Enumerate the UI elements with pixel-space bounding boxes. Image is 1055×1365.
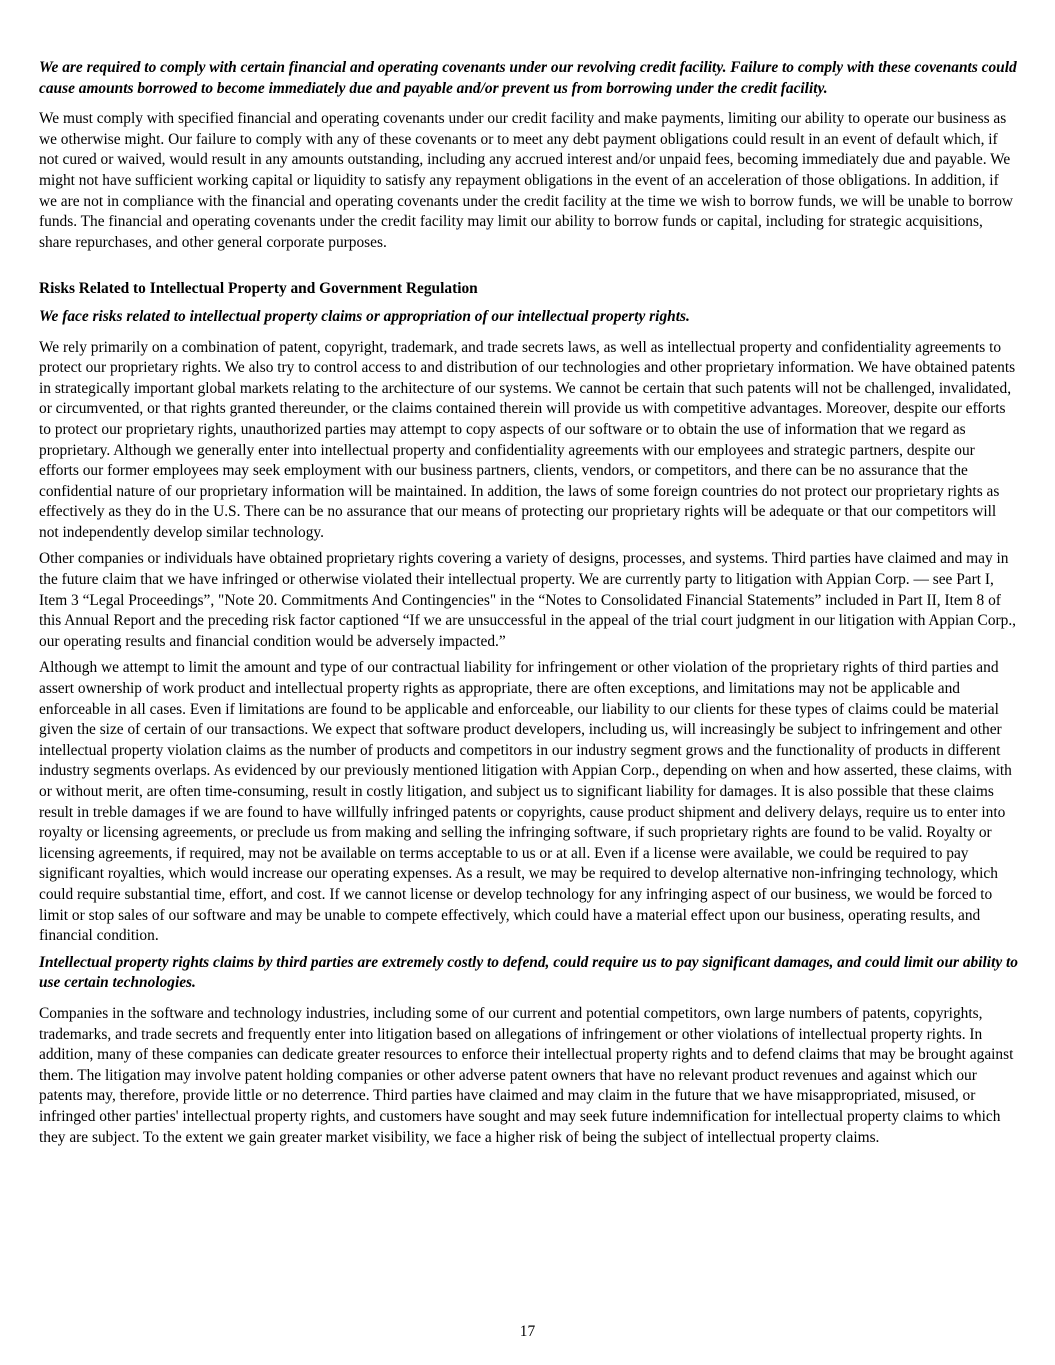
ip-claims-risk-heading: Intellectual property rights claims by third parties are extremely costly to defend, could require us to pay significant damages, and could limit our ability to use certain technologies.: [39, 953, 1019, 992]
ip-risk-paragraph-3: Although we attempt to limit the amount and type of our contractual liability for infringement or other violation of the proprietary rights of third parties and assert ownership of work product and intellectual property rights as appropriate, there are often exceptions, and limitations may not be applicable and enforceable in all cases. Even if limitations are found to be applicable and enforceable, our liability to our clients for these types of claims could be material given the size of certain of our transactions. We expect that software product developers, including us, will increasingly be subject to infringement and other intellectual property violation claims as the number of products and competitors in our industry segment grows and the functionality of products in different industry segments overlaps. As evidenced by our previously mentioned litigation with Appian Corp., depending on when and how asserted, these claims, with or without merit, are often time-consuming, result in costly litigation, and subject us to significant liability for damages. It is also possible that these claims result in treble damages if we are found to have willfully infringed patents or copyrights, cause product shipment and delivery delays, require us to enter into royalty or licensing agreements, or preclude us from making and selling the infringing software, if such proprietary rights are found to be valid. Royalty or licensing agreements, if required, may not be available on terms acceptable to us or at all. Even if a license were available, we could be required to pay significant royalties, which would increase our operating expenses. As a result, we may be required to develop alternative non-infringing technology, which could require substantial time, effort, and cost. If we cannot license or develop technology for any infringing aspect of our business, we would be forced to limit or stop sales of our software and may be unable to compete effectively, which could have a material effect upon our business, operating results, and financial condition.: [39, 659, 1012, 945]
section-title: Risks Related to Intellectual Property and Government Regulation: [39, 280, 478, 298]
ip-risk-paragraph-2: Other companies or individuals have obtained proprietary rights covering a variety of designs, processes, and systems. Third parties have claimed and may in the future claim that we have infringed or otherwise violated their intellectual property. We are currently party to litigation with Appian Corp. — see Part I, Item 3 “Legal Proceedings”, "Note 20. Commitments And Contingencies" in the “Notes to Consolidated Financial Statements” included in Part II, Item 8 of this Annual Report and the preceding risk factor captioned “If we are unsuccessful in the appeal of the trial court judgment in our litigation with Appian Corp., our operating results and financial condition would be adversely impacted.”: [39, 550, 1017, 650]
ip-risk-paragraph-1: We rely primarily on a combination of patent, copyright, trademark, and trade secrets laws, as well as intellectual property and confidentiality agreements to protect our proprietary rights. We also try to control access to and distribution of our technologies and other proprietary information. We have obtained patents in strategically important global markets relating to the architecture of our systems. We cannot be certain that such patents will not be challenged, invalidated, or circumvented, or that rights granted thereunder, or the claims contained therein will provide us with competitive advantages. Moreover, despite our efforts to protect our proprietary rights, unauthorized parties may attempt to copy aspects of our software or to obtain the use of information that we regard as proprietary. Although we generally enter into intellectual property and confidentiality agreements with our employees and strategic partners, despite our efforts our former employees may seek employment with our business partners, clients, vendors, or competitors, and there can be no assurance that the confidential nature of our proprietary information will be maintained. In addition, the laws of some foreign countries do not protect our proprietary rights as effectively as they do in the U.S. There can be no assurance that our means of protecting our proprietary rights will be adequate or that our competitors will not independently develop similar technology.: [39, 338, 1016, 541]
page-number: 17: [519, 1323, 536, 1340]
covenants-risk-heading: We are required to comply with certain financial and operating covenants under our revolving credit facility. Failure to comply with these covenants could cause amounts borrowed to become immediately due and payable and/or prevent us from borrowing under the credit facility.: [39, 59, 1017, 97]
ip-risk-heading: We face risks related to intellectual property claims or appropriation of our intellectual property rights.: [39, 307, 690, 325]
document-page: [39, 58, 1018, 1154]
covenants-risk-paragraph: We must comply with specified financial and operating covenants under our credit facility and make payments, limiting our ability to operate our business as we otherwise might. Our failure to comply with any of these covenants or to meet any debt payment obligations could result in an event of default which, if not cured or waived, would result in any amounts outstanding, including any accrued interest and/or unpaid fees, becoming immediately due and payable. We might not have sufficient working capital or liquidity to satisfy any repayment obligations in the event of an acceleration of those obligations. In addition, if we are not in compliance with the financial and operating covenants under the credit facility at the time we wish to borrow funds, we will be unable to borrow funds. The financial and operating covenants under the credit facility may limit our ability to borrow funds or capital, including for strategic acquisitions, share repurchases, and other general corporate purposes.: [39, 110, 1014, 251]
ip-claims-risk-paragraph: Companies in the software and technology industries, including some of our current and potential competitors, own large numbers of patents, copyrights, trademarks, and trade secrets and frequently enter into litigation based on allegations of infringement or other violations of intellectual property rights. In addition, many of these companies can dedicate greater resources to enforce their intellectual property rights and to defend claims that may be brought against them. The litigation may involve patent holding companies or other adverse patent owners that have no relevant product revenues and against which our patents may, therefore, provide little or no deterrence. Third parties have claimed and may claim in the future that we have misappropriated, misused, or infringed other parties' intellectual property rights, and customers have sought and may seek future indemnification for intellectual property claims to which they are subject. To the extent we gain greater market visibility, we face a higher risk of being the subject of intellectual property claims.: [39, 1004, 1014, 1146]
